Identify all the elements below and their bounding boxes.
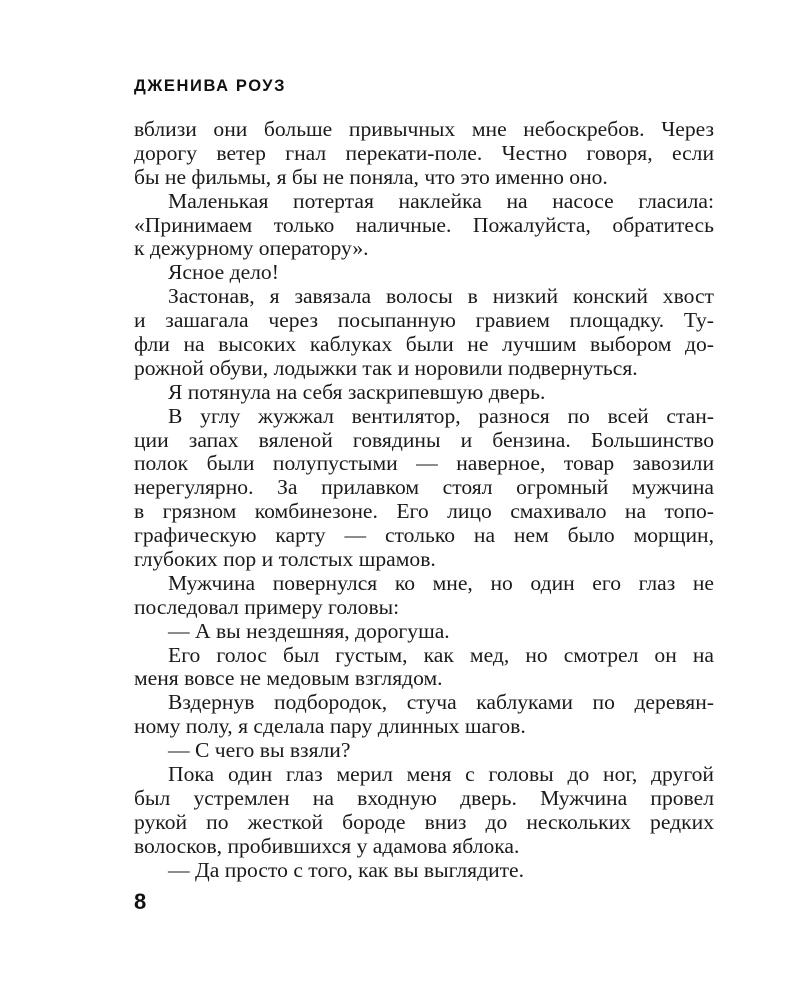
text-line: фли на высоких каблуках были не лучшим выбором до- [134, 332, 714, 357]
text-line: рукой по жесткой бороде вниз до нескольких редких [134, 809, 714, 834]
text-line: нерегулярно. За прилавком стоял огромный мужчина [134, 475, 714, 500]
text-line: был устремлен на входную дверь. Мужчина провел [134, 785, 714, 810]
text-line: бы не фильмы, я бы не поняла, что это именно оно. [134, 164, 608, 189]
text-line: и зашагала через посыпанную гравием площадку. Ту- [134, 308, 714, 333]
text-line: глубоких пор и толстых шрамов. [134, 547, 436, 572]
text-line: «Принимаем только наличные. Пожалуйста, обратитесь [134, 212, 714, 237]
text-line: Пока один глаз мерил меня с головы до ног, другой [168, 762, 714, 787]
text-line: графическую карту — столько на нем было морщин, [134, 523, 714, 548]
text-line: — Да просто с того, как вы выглядите. [168, 857, 525, 882]
text-line: — С чего вы взяли? [168, 738, 351, 763]
text-line: Его голос был густым, как мед, но смотрел он на [168, 642, 714, 667]
page-number: 8 [134, 889, 147, 914]
text-line: меня вовсе не медовым взглядом. [134, 666, 443, 691]
text-line: Застонав, я завязала волосы в низкий конский хвост [168, 284, 714, 309]
running-head-author: ДЖЕНИВА РОУЗ [134, 77, 287, 95]
text-line: к дежурному оператору». [134, 236, 369, 261]
text-line: рожной обуви, лодыжки так и норовили подвернуться. [134, 355, 638, 380]
text-line: дорогу ветер гнал перекати-поле. Честно говоря, если [134, 140, 714, 165]
text-line: в грязном комбинезоне. Его лицо смахивало на топо- [134, 499, 714, 524]
text-line: вблизи они больше привычных мне небоскребов. Через [134, 117, 714, 141]
text-line: Вздернув подбородок, стуча каблуками по деревян- [168, 690, 714, 715]
text-line: волосков, пробившихся у адамова яблока. [134, 833, 520, 858]
text-line: Ясное дело! [168, 260, 279, 285]
text-line: Я потянула на себя заскрипевшую дверь. [168, 379, 546, 404]
text-line: В углу жужжал вентилятор, разнося по всей стан- [168, 403, 714, 428]
body-text [134, 118, 714, 883]
text-line: ции запах вяленой говядины и бензина. Большинство [134, 427, 714, 452]
text-line: Мужчина повернулся ко мне, но один его глаз не [168, 570, 714, 595]
text-line: — А вы нездешняя, дорогуша. [168, 618, 450, 643]
text-line: последовал примеру головы: [134, 594, 400, 619]
text-line: Маленькая потертая наклейка на насосе гласила: [168, 188, 714, 213]
text-line: ному полу, я сделала пару длинных шагов. [134, 714, 526, 739]
text-line: полок были полупустыми — наверное, товар завозили [134, 451, 714, 476]
